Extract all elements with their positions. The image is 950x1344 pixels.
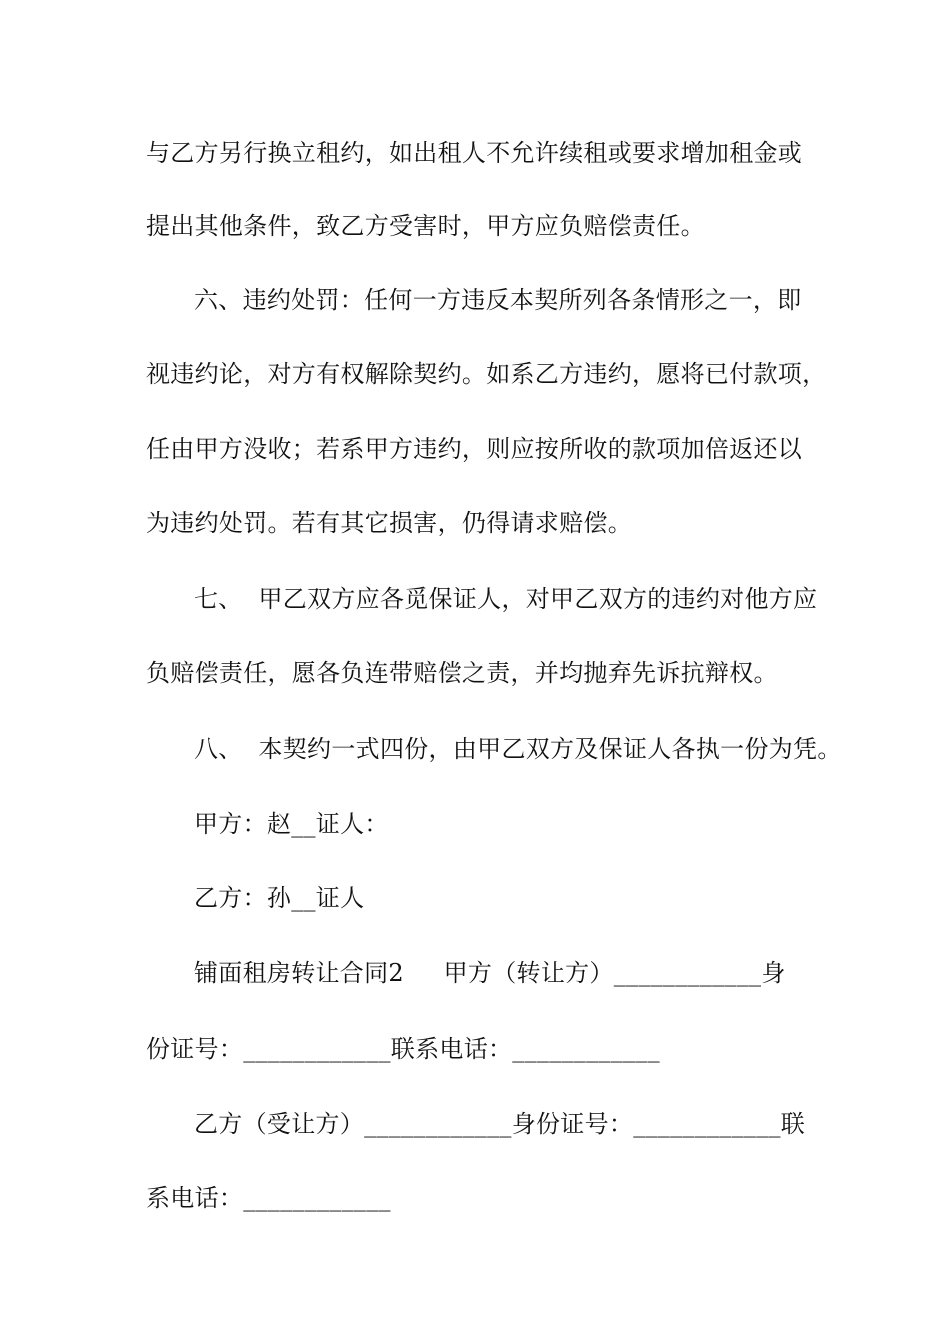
paragraph-line: 视违约论，对方有权解除契约。如系乙方违约，愿将已付款项， [146, 360, 827, 388]
paragraph-line: 系电话：____________ [146, 1184, 391, 1212]
paragraph-line: 为违约处罚。若有其它损害，仍得请求赔偿。 [146, 509, 632, 537]
clause-six-heading-line: 六、违约处罚：任何一方违反本契所列各条情形之一，即 [194, 286, 802, 314]
transferee-line: 乙方（受让方）____________身份证号：____________联 [194, 1110, 806, 1138]
party-a-signature-line: 甲方：赵__证人： [194, 810, 389, 838]
clause-eight-line: 八、 本契约一式四份，由甲乙双方及保证人各执一份为凭。 [194, 735, 842, 763]
clause-seven-heading-line: 七、 甲乙双方应各觅保证人，对甲乙双方的违约对他方应 [194, 585, 818, 613]
contract-two-heading-line: 铺面租房转让合同2 甲方（转让方）____________身 [194, 959, 786, 987]
paragraph-line: 提出其他条件，致乙方受害时，甲方应负赔偿责任。 [146, 212, 705, 240]
party-b-signature-line: 乙方：孙__证人 [194, 884, 365, 912]
paragraph-line: 任由甲方没收；若系甲方违约，则应按所收的款项加倍返还以 [146, 435, 803, 463]
paragraph-line: 与乙方另行换立租约，如出租人不允许续租或要求增加租金或 [146, 139, 803, 167]
paragraph-line: 负赔偿责任，愿各负连带赔偿之责，并均抛弃先诉抗辩权。 [146, 659, 778, 687]
paragraph-line: 份证号：____________联系电话：____________ [146, 1035, 660, 1063]
